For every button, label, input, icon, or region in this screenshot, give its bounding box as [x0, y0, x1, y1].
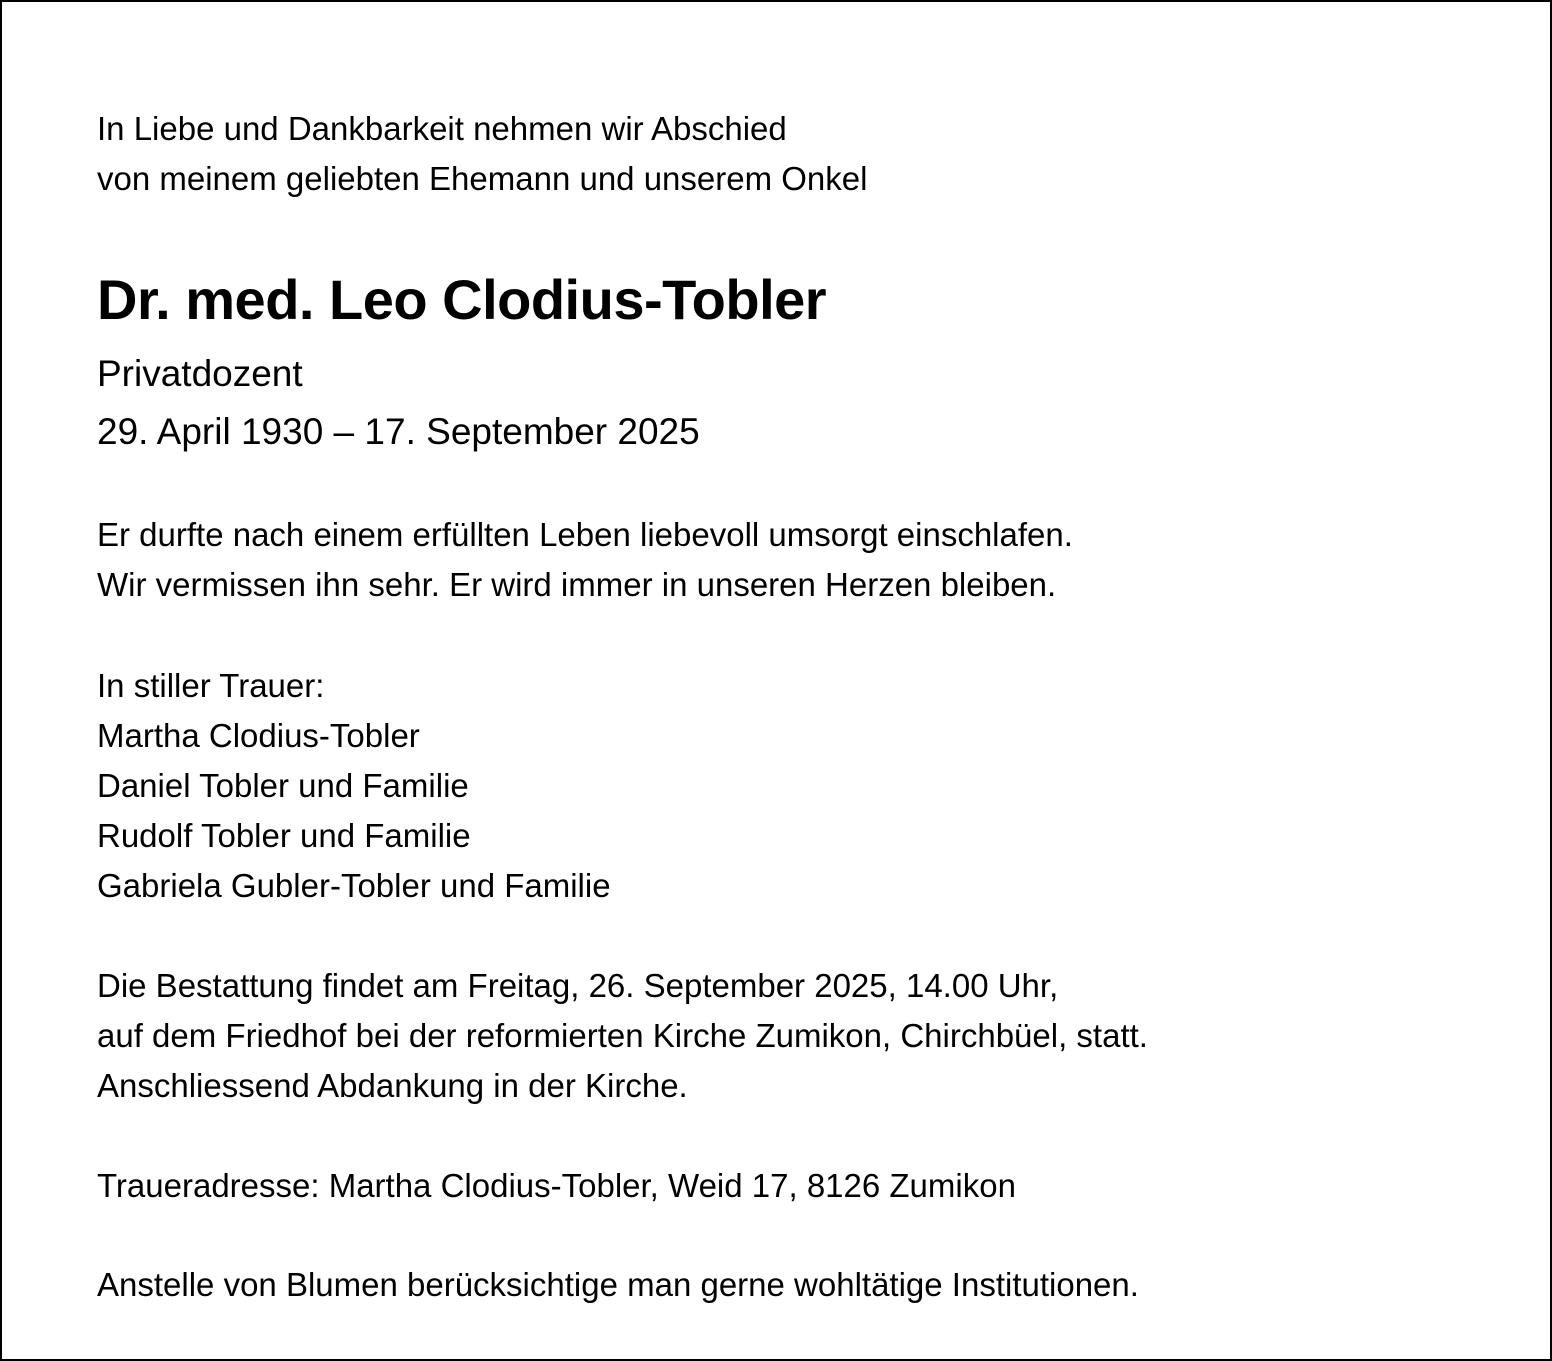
mourner-name: Martha Clodius-Tobler — [97, 717, 420, 754]
message-line-2: Wir vermissen ihn sehr. Er wird immer in unseren Herzen bleiben. — [97, 566, 1057, 603]
deceased-name: Dr. med. Leo Clodius-Tobler — [97, 268, 827, 331]
intro-line-2: von meinem geliebten Ehemann und unserem Onkel — [97, 160, 868, 197]
deceased-title: Privatdozent — [97, 353, 303, 394]
donation-note: Anstelle von Blumen berücksichtige man gerne wohltätige Institutionen. — [97, 1266, 1139, 1303]
mourning-address: Traueradresse: Martha Clodius-Tobler, Weid 17, 8126 Zumikon — [97, 1167, 1016, 1204]
mourner-name: Daniel Tobler und Familie — [97, 767, 469, 804]
message-line-1: Er durfte nach einem erfüllten Leben liebevoll umsorgt einschlafen. — [97, 516, 1073, 553]
mourner-name: Rudolf Tobler und Familie — [97, 817, 471, 854]
life-dates: 29. April 1930 – 17. September 2025 — [97, 411, 700, 452]
funeral-line-2: auf dem Friedhof bei der reformierten Kirche Zumikon, Chirchbüel, statt. — [97, 1017, 1148, 1054]
funeral-line-1: Die Bestattung findet am Freitag, 26. September 2025, 14.00 Uhr, — [97, 967, 1059, 1004]
funeral-line-3: Anschliessend Abdankung in der Kirche. — [97, 1067, 688, 1104]
mourners-heading: In stiller Trauer: — [97, 667, 325, 704]
mourner-name: Gabriela Gubler-Tobler und Familie — [97, 867, 611, 904]
intro-line-1: In Liebe und Dankbarkeit nehmen wir Abschied — [97, 110, 787, 147]
